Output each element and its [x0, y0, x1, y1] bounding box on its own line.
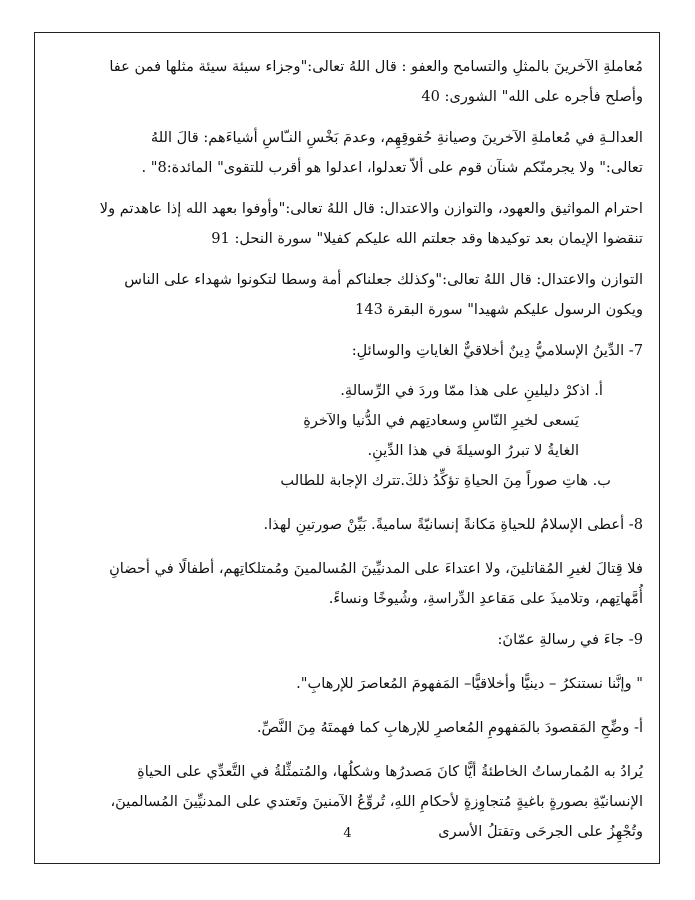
question-7-a: أ. اذكرْ دليلينِ على هذا ممّا وردَ في الرِّسالةِ. [340, 382, 603, 399]
question-7-b: ب. هاتِ صوراً مِنَ الحياةِ تؤكِّدُ ذلكَ.تترك الإجابة للطالب [280, 472, 611, 489]
document-body [52, 52, 643, 847]
text-line: احترام المواثيق والعهود، والتوازن والاعتدال: قال اللهُ تعالى:"وأوفوا بعهد الله إذا عاهدتم ولا [99, 200, 643, 217]
question-8: 8- أعطى الإسلامُ للحياةِ مَكانةً إنسانيّةً ساميةً. بَيِّنْ صورتينِ لهذا. [263, 516, 643, 533]
text-line: العدالـةِ في مُعاملةِ الآخرينَ وصيانةِ حُقوقِهِم، وعدمَ بَخْسِ النـّاسِ أشياءَهم: قالَ اللهُ [150, 129, 643, 146]
question-9-quote: " وإنَّنا نستنكرُ – دينيًّا وأخلاقيًّا– المَفهومَ المُعاصرَ للإرهابِ". [296, 675, 643, 692]
question-9-a: أ- وضِّحِ المَقصودَ بالمَفهومِ المُعاصرِ للإرهابِ كما فهمتَهُ مِنَ النَّصِّ. [256, 719, 643, 736]
text-line: وأصلح فأجره على الله" الشورى: 40 [421, 88, 643, 105]
text-line: الإنسانيّةِ بصورةٍ باغيةٍ مُتجاوِزةٍ لأحكامِ اللهِ، تُروِّعُ الآمنينَ وتَعتدي على المدنيِّينَ المُسالمينَ، [110, 793, 643, 810]
paragraph-3 [52, 194, 643, 254]
text-line: يُرادُ به المُمارساتُ الخاطئةُ أيًّا كانَ مَصدرُها وشكلُها، والمُتمثِّلةُ في التَّعدِّي على الحياةِ [137, 763, 643, 780]
text-line: أُمَّهاتِهم، وتلاميذَ على مَقاعدِ الدِّراسةِ، وشُيوخًا ونساءً. [328, 590, 643, 607]
text-line: مُعاملةِ الآخرينَ بالمثلِ والتسامح والعفو : قال اللهُ تعالى:"وجزاء سيئة سيئة مثلها فمن عفا [109, 58, 643, 75]
answer-7-a-1: يَسعى لخيرِ النّاسِ وسعادتِهم في الدُّنيا والآخرةِ [303, 412, 579, 429]
question-7: 7- الدِّينُ الإسلاميُّ دِينٌ أخلاقيٌّ الغاياتِ والوسائلِ: [351, 342, 643, 359]
answer-7-a-2: الغايةُ لا تبررُ الوسيلةَ في هذا الدِّينِ. [367, 442, 579, 459]
question-9: 9- جاءَ في رسالةِ عمّانَ: [497, 631, 643, 648]
text-line: تعالى:" ولا يجرمنّكم شنآن قوم على ألاّ تعدلوا، اعدلوا هو أقرب للتقوى" المائدة:8" . [141, 159, 643, 176]
paragraph-2 [52, 123, 643, 183]
text-line: ويكون الرسول عليكم شهيدا" سورة البقرة 143 [355, 301, 643, 318]
text-line: التوازن والاعتدال: قال اللهُ تعالى:"وكذلك جعلناكم أمة وسطا لتكونوا شهداء على الناس [124, 271, 643, 288]
text-line: وتُجْهِزُ على الجرحَى وتقتلُ الأسرى [438, 823, 643, 840]
text-line: تنقضوا الإيمان بعد توكيدها وقد جعلتم الله عليكم كفيلا" سورة النحل: 91 [211, 230, 643, 247]
page-number: 4 [343, 826, 352, 841]
answer-8 [52, 554, 643, 614]
paragraph-4 [52, 265, 643, 325]
text-line: فلا قِتالَ لغيرِ المُقاتلينَ، ولا اعتداءَ على المدنيِّينَ المُسالمينَ ومُمتلكاتِهم، أطفالًا في أحضانِ [109, 560, 643, 577]
paragraph-1 [52, 52, 643, 112]
